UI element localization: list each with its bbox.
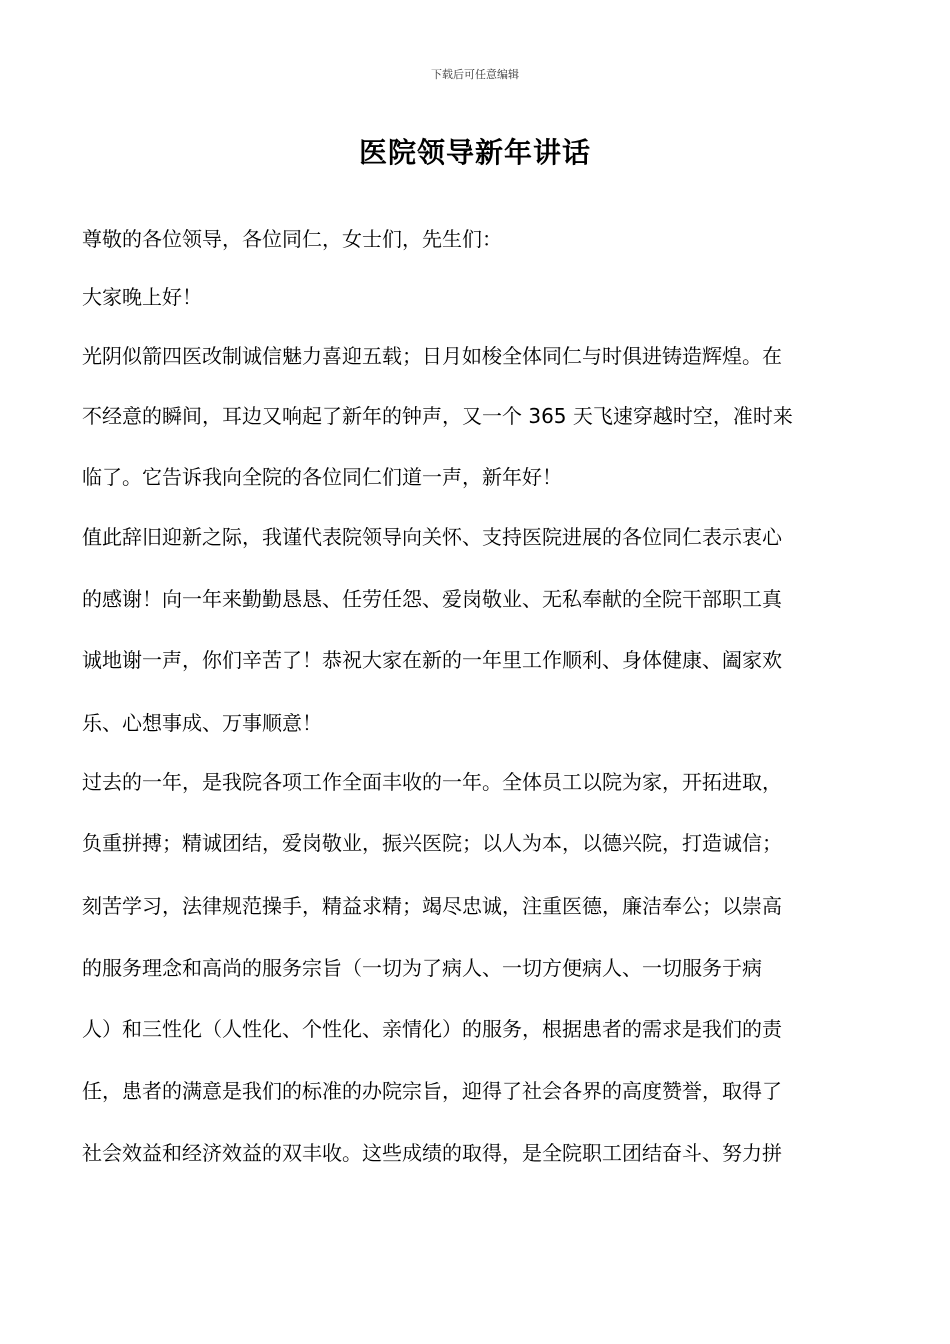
text-line: 大家晚上好！: [82, 285, 202, 309]
text-line: 不经意的瞬间，耳边又响起了新年的钟声，又一个 365 天飞速穿越时空，准时来: [82, 404, 793, 428]
text-line: 临了。它告诉我向全院的各位同仁们道一声，新年好！: [82, 465, 562, 489]
document-title: 医院领导新年讲话: [358, 136, 591, 169]
header-note: 下载后可任意编辑: [431, 68, 519, 81]
text-line: 人）和三性化（人性化、个性化、亲情化）的服务，根据患者的需求是我们的责: [82, 1017, 782, 1041]
text-line: 尊敬的各位领导，各位同仁，女士们，先生们：: [82, 227, 502, 251]
text-line: 刻苦学习，法律规范操手，精益求精；竭尽忠诚，注重医德，廉洁奉公；以崇高: [82, 894, 782, 918]
text-line: 光阴似箭四医改制诚信魅力喜迎五载；日月如梭全体同仁与时俱进铸造辉煌。在: [82, 344, 782, 368]
text-line: 负重拼搏；精诚团结，爱岗敬业，振兴医院；以人为本，以德兴院，打造诚信；: [82, 831, 782, 855]
text-line: 的服务理念和高尚的服务宗旨（一切为了病人、一切方便病人、一切服务于病: [82, 956, 762, 980]
text-line: 过去的一年，是我院各项工作全面丰收的一年。全体员工以院为家，开拓进取，: [82, 770, 782, 794]
text-line: 任，患者的满意是我们的标准的办院宗旨，迎得了社会各界的高度赞誉，取得了: [82, 1079, 782, 1103]
text-line: 值此辞旧迎新之际，我谨代表院领导向关怀、支持医院进展的各位同仁表示衷心: [82, 525, 782, 549]
text-line: 诚地谢一声，你们辛苦了！恭祝大家在新的一年里工作顺利、身体健康、阖家欢: [82, 648, 782, 672]
text-line: 乐、心想事成、万事顺意！: [82, 711, 322, 735]
text-line: 的感谢！向一年来勤勤恳恳、任劳任怨、爱岗敬业、无私奉献的全院干部职工真: [82, 587, 782, 611]
text-line: 社会效益和经济效益的双丰收。这些成绩的取得，是全院职工团结奋斗、努力拼: [82, 1141, 782, 1165]
